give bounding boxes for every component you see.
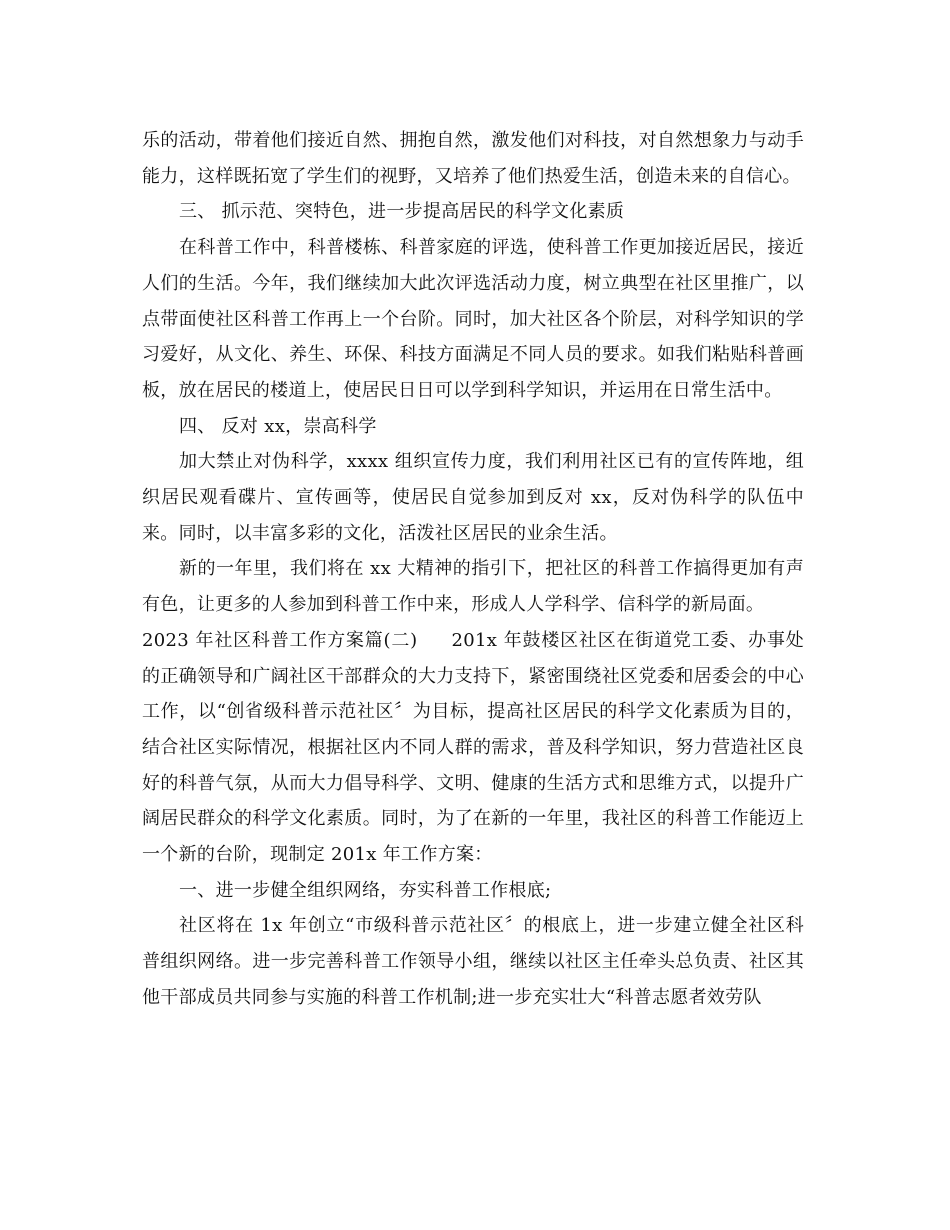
paragraph-organization-network: 社区将在 1x 年创立“市级科普示范社区〞的根底上，进一步建立健全社区科普组织网络。进一步完善科普工作领导小组，继续以社区主任牵头总负责、社区其他干部成员共同参与实施的科普工作机制;进一步充实壮大“科普志愿者效劳队 — [142, 915, 804, 1008]
paragraph-activities-continued: 乐的活动，带着他们接近自然、拥抱自然，激发他们对科技，对自然想象力与动手能力，这样既拓宽了学生们的视野，又培养了他们热爱生活，创造未来的自信心。 — [142, 130, 804, 187]
paragraph-anti-pseudoscience: 加大禁止对伪科学，xxxx 组织宣传力度，我们利用社区已有的宣传阵地，组织居民观看碟片、宣传画等，使居民自觉参加到反对 xx，反对伪科学的队伍中来。同时，以丰富多彩的文化，活泼社区居民的业余生活。 — [142, 451, 804, 544]
section-two-body: 201x 年鼓楼区社区在街道党工委、办事处的正确领导和广阔社区干部群众的大力支持下，紧密围绕社区党委和居委会的中心工作，以“创省级科普示范社区〞为目标，提高社区居民的科学文化素质为目的，结合社区实际情况，根据社区内不同人群的需求，普及科学知识，努力营造社区良好的科普气氛，从而大力倡导科学、文明、健康的生活方式和思维方式，以提升广阔居民群众的科学文化素质。同时，为了在新的一年里，我社区的科普工作能迈上一个新的台阶，现制定 201x 年工作方案： — [142, 629, 804, 866]
paragraph-new-year: 新的一年里，我们将在 xx 大精神的指引下，把社区的科普工作搞得更加有声有色，让更多的人参加到科普工作中来，形成人人学科学、信科学的新局面。 — [142, 558, 804, 616]
section-heading-one: 一、进一步健全组织网络，夯实科普工作根底; — [179, 879, 552, 901]
section-two-block — [142, 623, 804, 873]
document-body — [142, 123, 804, 1016]
section-heading-four: 四、 反对 xx，崇高科学 — [179, 415, 377, 437]
section-two-title: 2023 年社区科普工作方案篇(二) — [142, 629, 418, 651]
section-heading-three: 三、 抓示范、突特色，进一步提高居民的科学文化素质 — [179, 201, 625, 223]
paragraph-science-buildings: 在科普工作中，科普楼栋、科普家庭的评选，使科普工作更加接近居民，接近人们的生活。今年，我们继续加大此次评选活动力度，树立典型在社区里推广，以点带面使社区科普工作再上一个台阶。同时，加大社区各个阶层，对科学知识的学习爱好，从文化、养生、环保、科技方面满足不同人员的要求。如我们粘贴科普画板，放在居民的楼道上，使居民日日可以学到科学知识，并运用在日常生活中。 — [142, 237, 804, 401]
